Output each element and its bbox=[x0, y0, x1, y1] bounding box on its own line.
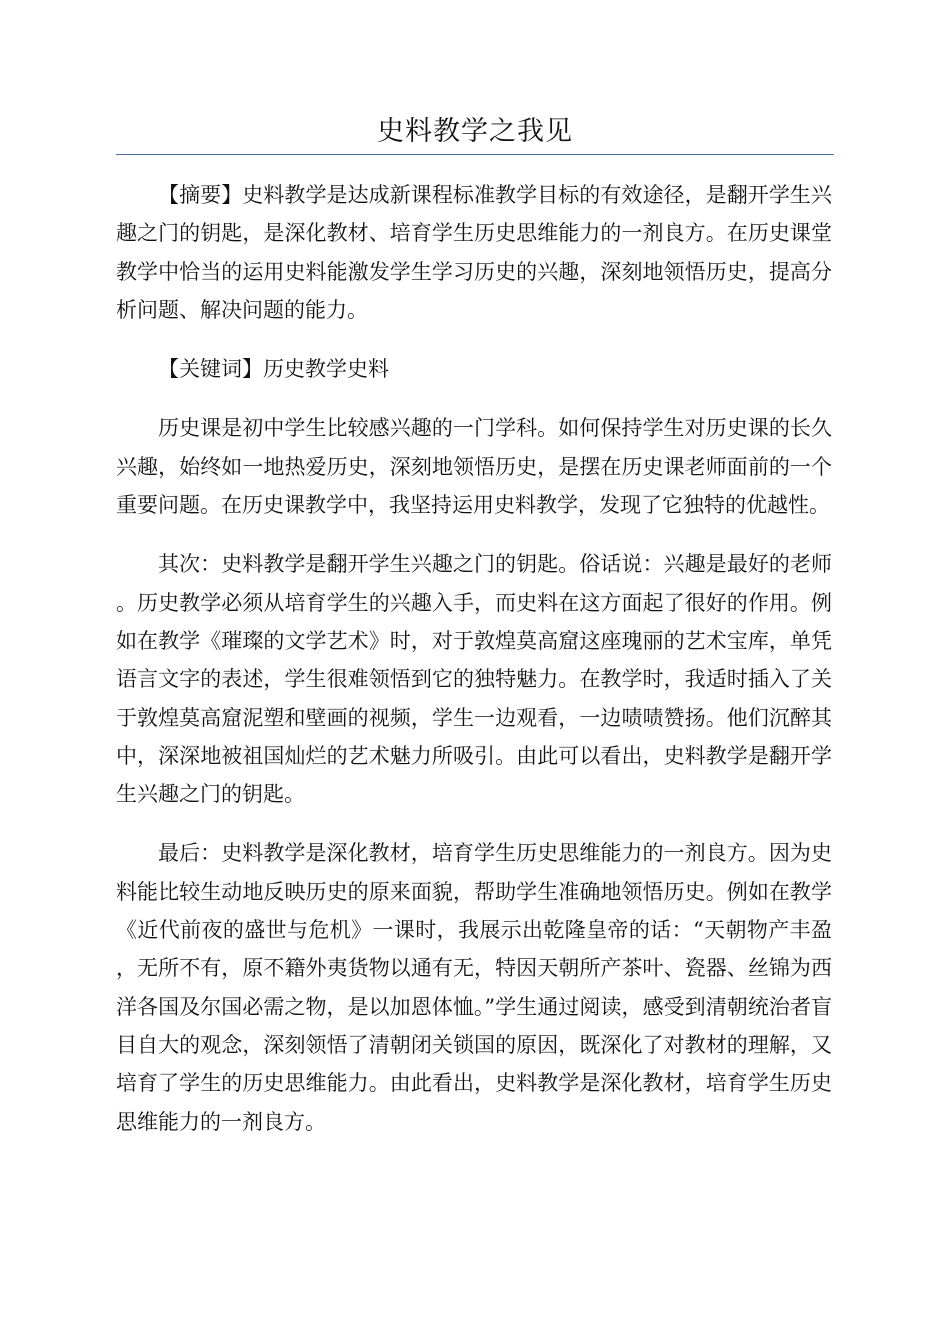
paragraph-interest: 其次：史料教学是翻开学生兴趣之门的钥匙。俗话说：兴趣是最好的老师。历史教学必须从培育学生的兴趣入手，而史料在这方面起了很好的作用。例如在教学《璀璨的文学艺术》时，对于敦煌莫高窟这座瑰丽的艺术宝库，单凭语言文字的表述，学生很难领悟到它的独特魅力。在教学时，我适时插入了关于敦煌莫高窟泥塑和壁画的视频，学生一边观看，一边啧啧赞扬。他们沉醉其中，深深地被祖国灿烂的艺术魅力所吸引。由此可以看出，史料教学是翻开学生兴趣之门的钥匙。 bbox=[116, 552, 832, 807]
paragraph-abstract: 【摘要】史料教学是达成新课程标准教学目标的有效途径，是翻开学生兴趣之门的钥匙，是深化教材、培育学生历史思维能力的一剂良方。在历史课堂教学中恰当的运用史料能激发学生学习历史的兴趣，深刻地领悟历史，提高分析问题、解决问题的能力。 bbox=[116, 183, 832, 322]
document-body bbox=[116, 176, 832, 1162]
paragraph-introduction: 历史课是初中学生比较感兴趣的一门学科。如何保持学生对历史课的长久兴趣，始终如一地热爱历史，深刻地领悟历史，是摆在历史课老师面前的一个重要问题。在历史课教学中，我坚持运用史料教学，发现了它独特的优越性。 bbox=[116, 416, 832, 518]
page-title: 史料教学之我见 bbox=[377, 116, 573, 147]
paragraph-keywords: 【关键词】历史教学史料 bbox=[158, 357, 389, 382]
paragraph-thinking: 最后：史料教学是深化教材，培育学生历史思维能力的一剂良方。因为史料能比较生动地反映历史的原来面貌，帮助学生准确地领悟历史。例如在教学《近代前夜的盛世与危机》一课时，我展示出乾隆皇帝的话：“天朝物产丰盈，无所不有，原不籍外夷货物以通有无，特因天朝所产茶叶、瓷器、丝锦为西洋各国及尔国必需之物，是以加恩体恤。”学生通过阅读，感受到清朝统治者盲目自大的观念，深刻领悟了清朝闭关锁国的原因，既深化了对教材的理解，又培育了学生的历史思维能力。由此看出，史料教学是深化教材，培育学生历史思维能力的一剂良方。 bbox=[116, 841, 832, 1134]
title-underline bbox=[116, 154, 834, 155]
